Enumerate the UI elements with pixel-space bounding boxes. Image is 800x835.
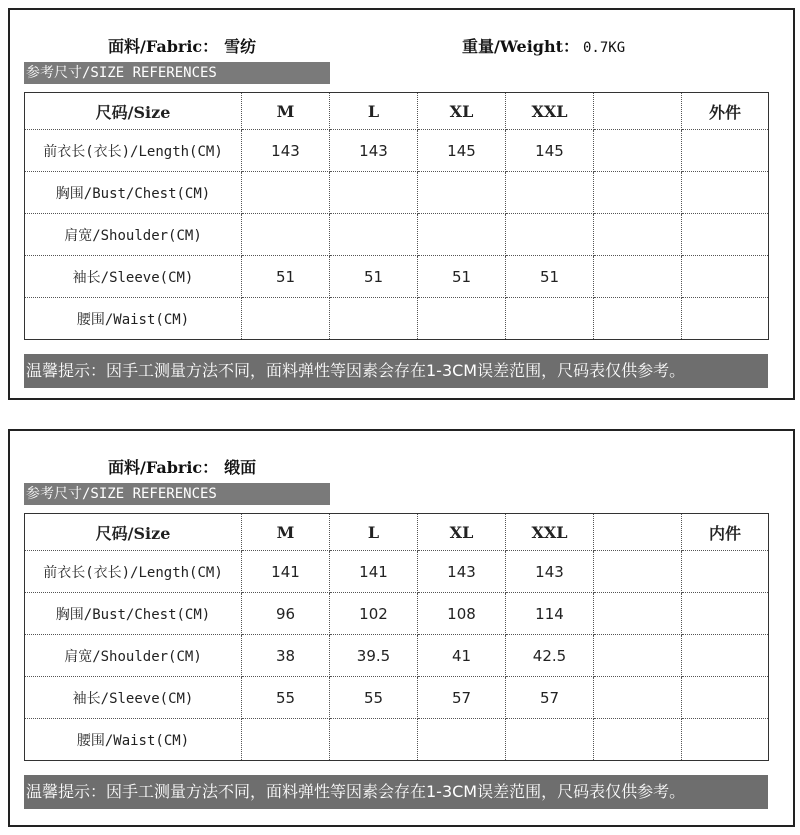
- row-label: 胸围/Bust/Chest(CM): [25, 593, 242, 635]
- header-cell-xl: XL: [418, 93, 506, 130]
- table-row: [25, 298, 769, 340]
- table-cell: 141: [242, 551, 330, 593]
- header-cell-empty: [594, 93, 682, 130]
- table-cell: 145: [506, 130, 594, 172]
- row-label: 前衣长(衣长)/Length(CM): [25, 130, 242, 172]
- table-row: [25, 172, 769, 214]
- table-cell: 143: [506, 551, 594, 593]
- table-cell: [594, 256, 682, 298]
- table-cell: [682, 130, 769, 172]
- table-cell: 108: [418, 593, 506, 635]
- header-cell-l: L: [330, 93, 418, 130]
- table-cell: 143: [330, 130, 418, 172]
- table-cell: 55: [330, 677, 418, 719]
- row-label: 袖长/Sleeve(CM): [25, 677, 242, 719]
- table-cell: [418, 298, 506, 340]
- table-cell: [242, 214, 330, 256]
- table-row: [25, 593, 769, 635]
- card-header: [10, 34, 793, 58]
- table-cell: [330, 214, 418, 256]
- table-cell: 55: [242, 677, 330, 719]
- table-cell: 143: [242, 130, 330, 172]
- table-cell: [506, 214, 594, 256]
- table-cell: [418, 214, 506, 256]
- table-row: [25, 677, 769, 719]
- table-cell: [682, 298, 769, 340]
- weight-info: [462, 34, 625, 57]
- fabric-value: 雪纺: [224, 37, 257, 56]
- header-cell-m: M: [242, 514, 330, 551]
- row-label: 肩宽/Shoulder(CM): [25, 635, 242, 677]
- table-row: [25, 551, 769, 593]
- table-cell: [682, 593, 769, 635]
- fabric-info: [108, 34, 256, 57]
- row-label: 前衣长(衣长)/Length(CM): [25, 551, 242, 593]
- table-row: [25, 719, 769, 761]
- table-cell: 102: [330, 593, 418, 635]
- table-cell: [594, 172, 682, 214]
- table-cell: [330, 172, 418, 214]
- table-cell: [506, 298, 594, 340]
- table-cell: 51: [242, 256, 330, 298]
- table-cell: 42.5: [506, 635, 594, 677]
- table-cell: [682, 256, 769, 298]
- header-cell-xl: XL: [418, 514, 506, 551]
- header-cell-m: M: [242, 93, 330, 130]
- table-cell: 57: [506, 677, 594, 719]
- header-cell-xxl: XXL: [506, 93, 594, 130]
- table-cell: [330, 298, 418, 340]
- table-cell: [506, 172, 594, 214]
- table-cell: [594, 719, 682, 761]
- table-row: [25, 130, 769, 172]
- header-cell-empty: [594, 514, 682, 551]
- table-cell: [682, 635, 769, 677]
- table-cell: 39.5: [330, 635, 418, 677]
- table-row: [25, 256, 769, 298]
- weight-label: 重量/Weight：: [462, 37, 579, 56]
- table-cell: [242, 298, 330, 340]
- fabric-label: 面料/Fabric：: [108, 37, 219, 56]
- table-row: [25, 214, 769, 256]
- table-header-row: [25, 514, 769, 551]
- table-cell: [594, 298, 682, 340]
- table-cell: [594, 130, 682, 172]
- row-label: 腰围/Waist(CM): [25, 719, 242, 761]
- table-cell: [682, 719, 769, 761]
- header-cell-l: L: [330, 514, 418, 551]
- table-cell: [506, 719, 594, 761]
- table-cell: [330, 719, 418, 761]
- table-cell: [418, 719, 506, 761]
- table-cell: 51: [330, 256, 418, 298]
- size-references-banner: 参考尺寸/SIZE REFERENCES: [24, 62, 330, 84]
- size-chart-card-inner: [8, 429, 795, 827]
- card-header: [10, 455, 793, 479]
- header-cell-inner: 内件: [682, 514, 769, 551]
- size-table: [24, 513, 769, 761]
- table-cell: [242, 172, 330, 214]
- row-label: 腰围/Waist(CM): [25, 298, 242, 340]
- row-label: 袖长/Sleeve(CM): [25, 256, 242, 298]
- size-chart-card-outer: [8, 8, 795, 400]
- table-cell: 114: [506, 593, 594, 635]
- table-cell: [682, 172, 769, 214]
- table-row: [25, 635, 769, 677]
- header-cell-outer: 外件: [682, 93, 769, 130]
- table-cell: 145: [418, 130, 506, 172]
- table-cell: [594, 551, 682, 593]
- row-label: 胸围/Bust/Chest(CM): [25, 172, 242, 214]
- table-cell: [594, 677, 682, 719]
- table-cell: 51: [418, 256, 506, 298]
- table-cell: [594, 593, 682, 635]
- table-cell: [682, 214, 769, 256]
- header-cell-xxl: XXL: [506, 514, 594, 551]
- table-cell: [594, 635, 682, 677]
- table-cell: [418, 172, 506, 214]
- fabric-info: [108, 455, 256, 478]
- measurement-notice: 温馨提示：因手工测量方法不同，面料弹性等因素会存在1-3CM误差范围，尺码表仅供参考。: [24, 775, 768, 809]
- table-header-row: [25, 93, 769, 130]
- table-cell: 143: [418, 551, 506, 593]
- row-label: 肩宽/Shoulder(CM): [25, 214, 242, 256]
- table-cell: [682, 677, 769, 719]
- table-cell: 141: [330, 551, 418, 593]
- table-cell: [682, 551, 769, 593]
- fabric-label: 面料/Fabric：: [108, 458, 219, 477]
- table-cell: 57: [418, 677, 506, 719]
- table-cell: 51: [506, 256, 594, 298]
- size-table: [24, 92, 769, 340]
- table-cell: 38: [242, 635, 330, 677]
- table-cell: [594, 214, 682, 256]
- measurement-notice: 温馨提示：因手工测量方法不同，面料弹性等因素会存在1-3CM误差范围，尺码表仅供参考。: [24, 354, 768, 388]
- table-cell: [242, 719, 330, 761]
- table-cell: 41: [418, 635, 506, 677]
- table-cell: 96: [242, 593, 330, 635]
- size-references-banner: 参考尺寸/SIZE REFERENCES: [24, 483, 330, 505]
- weight-value: 0.7KG: [582, 40, 626, 56]
- header-cell-size: 尺码/Size: [25, 514, 242, 551]
- fabric-value: 缎面: [224, 458, 257, 477]
- header-cell-size: 尺码/Size: [25, 93, 242, 130]
